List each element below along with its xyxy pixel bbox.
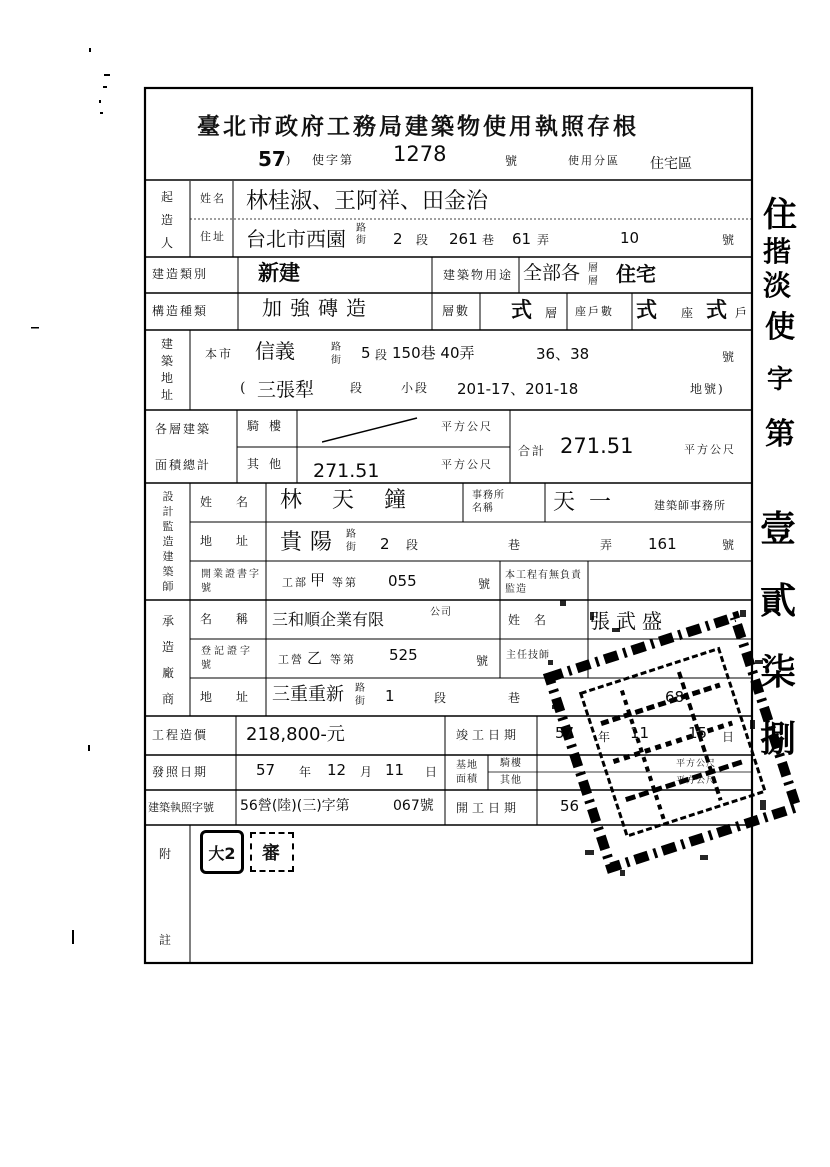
designer-office-suffix: 建築師事務所 [654, 499, 726, 512]
permit-hao: 號 [505, 154, 520, 168]
margin-char-10: 捌 [760, 719, 797, 760]
permit-number: 1278 [393, 142, 447, 166]
site-paren: ( [240, 380, 248, 396]
designer-reg-class: 甲 [310, 571, 326, 589]
structure-value: 加強磚造 [262, 296, 374, 320]
cost-value: 218,800-元 [246, 724, 345, 745]
contractor-addr-sec: 1 [385, 687, 395, 705]
designer-reg-mid: 等第 [332, 576, 358, 589]
builder-name-value: 林桂淑、王阿祥、田金治 [246, 189, 489, 214]
designer-office-label: 事務所名稱 [472, 490, 505, 514]
base-area-label: 基地面積 [456, 760, 478, 785]
building-use-floor-label: 層層 [588, 263, 599, 287]
contractor-side-label: 承 造 廠 商 [161, 614, 174, 706]
note-stamp-1: 大2 [200, 830, 244, 874]
builder-addr-no: 10 [620, 229, 640, 247]
zone-label: 使用分區 [568, 154, 620, 167]
site-road: 信義 [255, 339, 295, 363]
construction-type-label: 建造類別 [152, 267, 209, 281]
designer-addr-road: 貴陽 [280, 530, 341, 555]
issue-month-label: 月 [360, 765, 375, 779]
contractor-road-mark: 路街 [355, 683, 366, 707]
start-date-label: 開工日期 [456, 801, 521, 815]
issue-year: 57 [256, 761, 276, 779]
contractor-reg-class: 乙 [307, 649, 323, 667]
contractor-rep-value: 張武盛 [590, 609, 668, 633]
site-side-label: 建 築 地 址 [160, 337, 173, 402]
margin-char-5: 字 [767, 365, 794, 395]
site-land-sec-label: 段 [350, 381, 365, 395]
contractor-addr-road: 三重重新 [272, 684, 344, 705]
site-lots: 201-17、201-18 [457, 380, 579, 398]
permit-year: 57 [258, 147, 286, 171]
designer-alley-label: 弄 [600, 538, 615, 552]
notes-label-bottom: 註 [159, 933, 174, 947]
designer-addr-no: 161 [648, 535, 677, 553]
finish-year-label: 年 [598, 730, 613, 744]
contractor-addr-label: 地址 [200, 690, 273, 704]
builder-addr-alley: 61 [512, 230, 532, 248]
arcade-area-unit: 平方公尺 [441, 420, 493, 433]
designer-sec-label: 段 [406, 538, 421, 552]
finish-month: 11 [630, 724, 650, 742]
permit-label: 使字第 [312, 153, 355, 167]
issue-day-label: 日 [425, 765, 440, 779]
contractor-name-value: 三和順企業有限 [272, 610, 385, 629]
note-stamp-2: 審 [250, 832, 294, 872]
arcade-area-label: 騎樓 [247, 419, 292, 433]
building-use-value: 全部各 [523, 262, 581, 284]
contractor-addr-no: 68 [665, 688, 685, 706]
floors-value: 式 [511, 298, 532, 322]
designer-director-label: 本工程有無負責監造 [505, 570, 582, 595]
finish-day: 15 [688, 724, 708, 742]
builder-lane-label: 巷 [482, 233, 497, 247]
site-sec: 5 [361, 344, 371, 362]
zone-value: 住宅區 [650, 156, 692, 172]
notes-label-top: 附 [159, 847, 174, 861]
builder-name-label: 姓名 [200, 192, 226, 205]
site-lot-suffix: 地號) [690, 382, 725, 396]
designer-addr-label: 地址 [200, 534, 273, 548]
builder-road-mark: 路街 [356, 223, 367, 246]
margin-char-2: 揩 [763, 235, 792, 268]
total-area-unit: 平方公尺 [684, 443, 736, 456]
area-label-2: 面積總計 [155, 458, 212, 472]
base-arcade-unit: 平方公尺 [676, 759, 717, 769]
other-area-unit: 平方公尺 [441, 458, 493, 471]
issue-day: 11 [385, 761, 405, 779]
floors-label: 層數 [442, 304, 471, 318]
contractor-name-label: 名稱 [200, 612, 273, 626]
build-permit-no: 067號 [393, 798, 434, 814]
contractor-reg-label: 登記證字號 [201, 646, 253, 671]
designer-office-value: 天一 [553, 490, 626, 515]
designer-no-label: 號 [722, 538, 737, 552]
margin-char-9: 柒 [760, 652, 797, 693]
document-page: 臺北市政府工務局建築物使用執照存根 57 ) 使字第 1278 號 使用分區 住宅區 起 造 人 姓名 林桂淑、王阿祥、田金治 住址 台北市西園 路街 2 段 261 巷 61 弄 10 號 建造類別 新建 建築物用途 全部各 層層 住宅 構造種類 加強磚造 層數 式 層 座戶數 式 座 式 戶 建 築 地 址 本市 信義 路街 5 段 150巷 40弄 36、38 號 ( 三張犁 段 小段 201-17、201-18 地號) 各層建築 面積總計 騎樓 平方公尺 其他 271.51 平方公尺 合計 271.51 平方公尺 設 計 監 造 建 築 師 姓名 林天鐘 事務所名稱 天一 建築師事務所 地址 貴陽 路街 2 段 巷 弄 161 號 開業證書字號 工部 甲 等第 055 號 本工程有無負責監造 承 造 廠 商 名稱 三和順企業有限 公司 姓名 張武盛 登記證字號 工營 乙 等第 525 號 主任技師 地址 三重重新 路街 1 段 巷 68 工程造價 218,800-元 竣工日期 57 年 11 15 日 發照日期 57 年 12 月 11 日 基地面積 騎樓 其他 平方公尺 平方公尺 建築執照字號 56營(陸)(三)字第 067號 開工日期 56 附 註 大2 審 住 揩 淡 使 字 第 壹 貳 柒 捌 [0, 0, 830, 1167]
units-unit2: 戶 [735, 306, 750, 320]
contractor-tech-label: 主任技師 [506, 650, 550, 661]
finish-year: 57 [555, 724, 575, 742]
contractor-reg-suffix: 號 [476, 654, 491, 668]
contractor-reg-no: 525 [389, 646, 418, 664]
builder-side-label: 起 造 人 [160, 190, 173, 250]
total-area-label: 合計 [518, 444, 547, 458]
site-land-subsec-label: 小段 [401, 381, 430, 395]
designer-reg-prefix: 工部 [282, 576, 308, 589]
designer-reg-no: 055 [388, 572, 417, 590]
issue-year-label: 年 [299, 765, 314, 779]
start-year: 56 [560, 797, 580, 815]
site-road-mark: 路街 [331, 342, 342, 366]
site-city: 本市 [205, 347, 234, 361]
finish-day-label: 日 [722, 730, 737, 744]
arcade-area-strike [322, 415, 422, 445]
builder-addr-city: 台北市西園 [246, 227, 346, 251]
construction-type-value: 新建 [258, 261, 300, 285]
designer-addr-sec: 2 [380, 535, 390, 553]
structure-label: 構造種類 [152, 304, 209, 318]
builder-sec-label: 段 [416, 233, 431, 247]
floors-unit: 層 [545, 306, 560, 320]
base-other-unit: 平方公尺 [676, 776, 717, 786]
base-arcade-label: 騎樓 [500, 758, 522, 769]
builder-alley-label: 弄 [537, 233, 552, 247]
margin-char-4: 使 [765, 310, 795, 345]
other-area-label: 其他 [247, 457, 292, 471]
site-numbers: 36、38 [536, 345, 590, 363]
designer-name-value: 林天鐘 [280, 488, 437, 513]
units-label: 座戶數 [575, 305, 614, 318]
issue-date-label: 發照日期 [152, 765, 209, 779]
total-area-value: 271.51 [560, 434, 634, 458]
margin-char-6: 第 [765, 417, 795, 452]
margin-char-7: 壹 [760, 509, 797, 550]
designer-reg-label: 開業證書字號 [201, 569, 261, 594]
margin-char-1: 住 [763, 195, 797, 235]
builder-addr-label: 住址 [200, 230, 226, 243]
units-unit1: 座 [681, 306, 696, 320]
form-title: 臺北市政府工務局建築物使用執照存根 [197, 113, 639, 140]
contractor-rep-label: 姓名 [508, 613, 561, 627]
site-hao: 號 [722, 350, 737, 364]
designer-road-mark: 路街 [346, 529, 357, 553]
base-other-label: 其他 [500, 775, 522, 786]
cost-label: 工程造價 [152, 728, 209, 742]
designer-side-label: 設 計 監 造 建 築 師 [162, 490, 174, 593]
building-use-value2: 住宅 [616, 262, 656, 286]
builder-no-label: 號 [722, 233, 737, 247]
site-sec-label: 段 [375, 348, 390, 362]
site-land-name: 三張犁 [257, 379, 315, 401]
build-permit-value: 56營(陸)(三)字第 [240, 798, 350, 814]
margin-char-8: 貳 [760, 581, 797, 622]
other-area-value: 271.51 [313, 460, 380, 482]
builder-addr-sec: 2 [393, 230, 403, 248]
designer-lane-label: 巷 [508, 538, 523, 552]
issue-month: 12 [327, 761, 347, 779]
contractor-reg-mid: 等第 [330, 653, 356, 666]
contractor-lane-label: 巷 [508, 691, 523, 705]
designer-name-label: 姓名 [200, 495, 273, 509]
units-value2: 式 [706, 298, 727, 322]
finish-date-label: 竣工日期 [456, 728, 521, 742]
designer-reg-suffix: 號 [478, 577, 493, 591]
units-value1: 式 [636, 298, 657, 322]
building-use-label: 建築物用途 [443, 268, 514, 282]
builder-addr-lane: 261 [449, 230, 478, 248]
area-label-1: 各層建築 [155, 422, 212, 436]
site-lane-alley: 150巷 40弄 [392, 344, 475, 362]
build-permit-label: 建築執照字號 [148, 801, 214, 814]
margin-char-3: 淡 [763, 269, 792, 302]
contractor-sec-label: 段 [434, 691, 449, 705]
contractor-reg-prefix: 工營 [278, 653, 304, 666]
contractor-company-type: 公司 [430, 607, 452, 618]
